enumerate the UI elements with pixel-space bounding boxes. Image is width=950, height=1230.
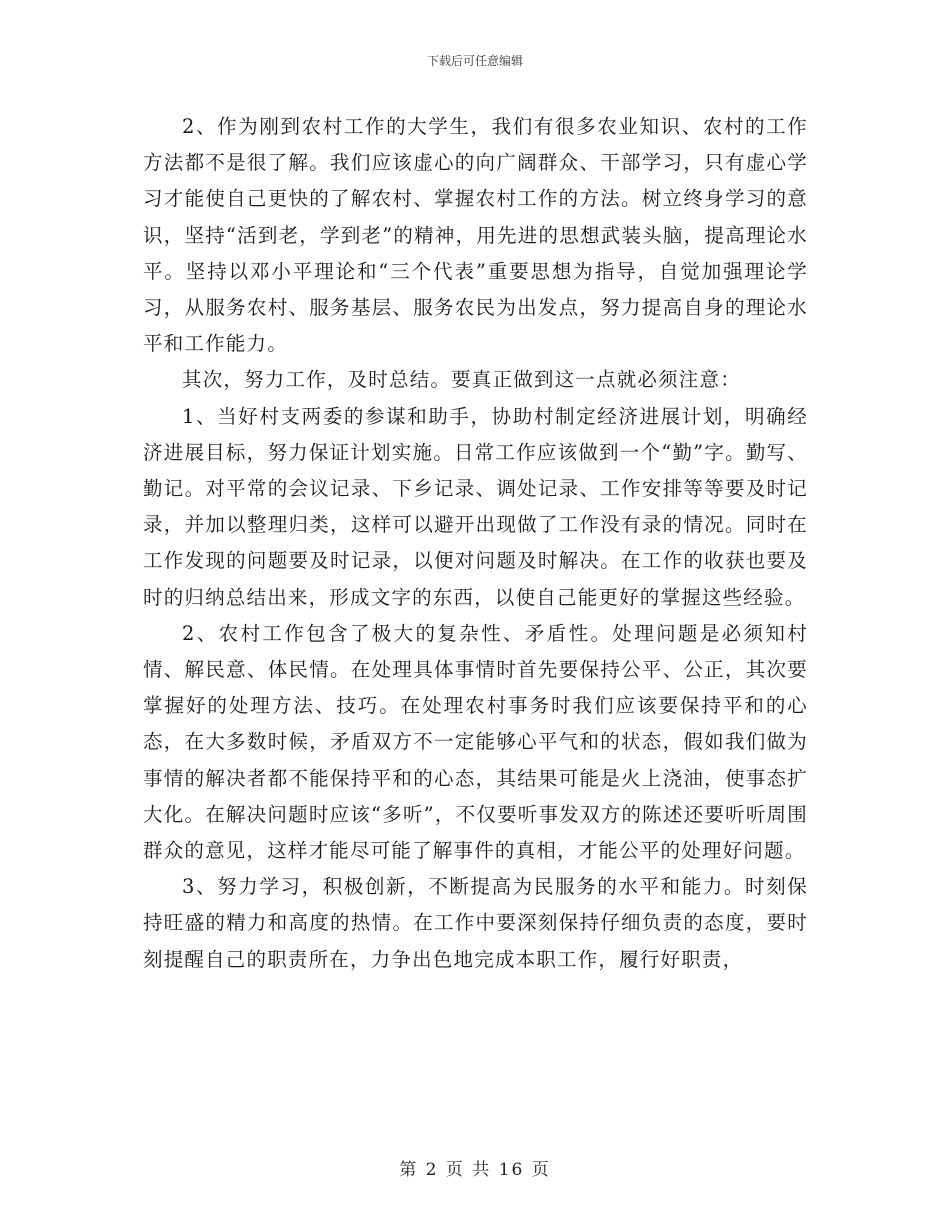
page-number-footer: 第 2 页 共 16 页 bbox=[399, 1160, 551, 1180]
page-header: 下载后可任意编辑 bbox=[426, 54, 523, 68]
paragraph-1: 2、作为刚到农村工作的大学生，我们有很多农业知识、农村的工作方法都不是很了解。我们应该虚心的向广阔群众、干部学习，只有虚心学习才能使自己更快的了解农村、掌握农村工作的方法。树立终身学习的意识，坚持“活到老，学到老”的精神，用先进的思想武装头脑，提高理论水平。坚持以邓小平理论和“三个代表”重要思想为指导，自觉加强理论学习，从服务农村、服务基层、服务农民为出发点，努力提高自身的理论水平和工作能力。 bbox=[143, 115, 808, 356]
paragraph-5: 3、努力学习，积极创新，不断提高为民服务的水平和能力。时刻保持旺盛的精力和高度的热情。在工作中要深刻保持仔细负责的态度，要时刻提醒自己的职责所在，力争出色地完成本职工作，履行好职责， bbox=[143, 875, 808, 971]
document-body bbox=[143, 109, 808, 978]
paragraph-3: 1、当好村支两委的参谋和助手，协助村制定经济进展计划，明确经济进展目标，努力保证计划实施。日常工作应该做到一个“勤”字。勤写、勤记。对平常的会议记录、下乡记录、调处记录、工作安排等等要及时记录，并加以整理归类，这样可以避开出现做了工作没有录的情况。同时在工作发现的问题要及时记录，以便对问题及时解决。在工作的收获也要及时的归纳总结出来，形成文字的东西，以使自己能更好的掌握这些经验。 bbox=[143, 404, 808, 609]
paragraph-2: 其次，努力工作，及时总结。要真正做到这一点就必须注意： bbox=[182, 368, 741, 392]
paragraph-4: 2、农村工作包含了极大的复杂性、矛盾性。处理问题是必须知村情、解民意、体民情。在处理具体事情时首先要保持公平、公正，其次要掌握好的处理方法、技巧。在处理农村事务时我们应该要保持平和的心态，在大多数时候，矛盾双方不一定能够心平气和的状态，假如我们做为事情的解决者都不能保持平和的心态，其结果可能是火上浇油，使事态扩大化。在解决问题时应该“多听”，不仅要听事发双方的陈述还要听听周围群众的意见，这样才能尽可能了解事件的真相，才能公平的处理好问题。 bbox=[143, 621, 808, 863]
